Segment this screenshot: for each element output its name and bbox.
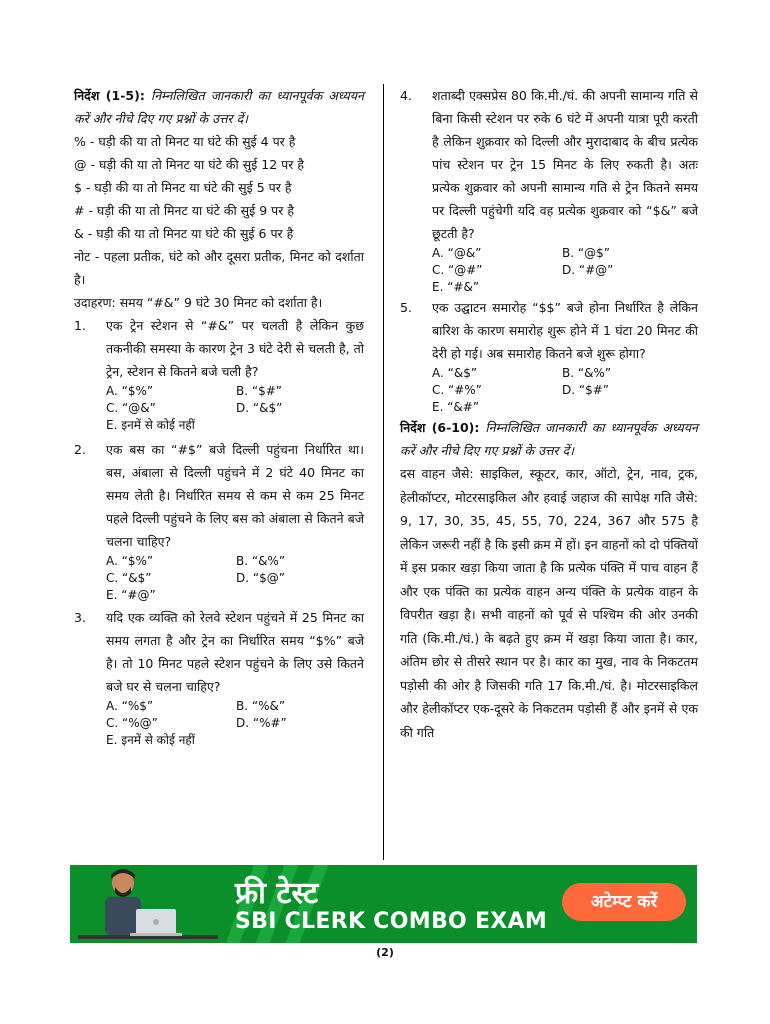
option-c: C. “&$” [106,571,152,585]
option-d: D. “$@” [236,571,285,585]
direction-label: निर्देश (6-10): [400,420,480,435]
puzzle-paragraph: दस वाहन जैसे: साइकिल, स्कूटर, कार, ऑटो, ट्रेन, नाव, ट्रक, हेलीकॉप्टर, मोटरसाइकिल और हवाई जहाज की सापेक्ष गति जैसे: 9, 17, 30, 35, 45, 55, 70, 224, 367 और 575 है लेकिन जरूरी नहीं है कि इसी क्रम में हों। इन वाहनों को दो पंक्तियों में इस प्रकार खड़ा किया जाता है कि प्रत्येक पंक्ति में पाच वाहन हैं और एक पंक्ति का प्रत्येक वाहन अन्य पंक्ति के प्रत्येक वाहन के विपरीत खड़ा है। सभी वाहनों को पूर्व से पश्चिम की ओर उनकी गति (कि.मी./घं.) के बढ़ते हुए क्रम में खड़ा किया जाता है। कार, अंतिम छोर से तीसरे स्थान पर है। कार का मुख, नाव के निकटतम पड़ोसी की ओर है जिसकी गति 17 कि.मी./घं. है। मोटरसाइकिल और हेलीकॉप्टर एक-दूसरे के निकटतम पड़ोसी हैं और इनमें से एक की गति [400,466,698,740]
banner-subtitle: SBI CLERK COMBO EXAM [235,909,548,934]
left-column [74,84,364,749]
banner-title: फ्री टेस्ट [235,876,319,911]
direction-6-10 [400,416,698,462]
question-number: 1. [74,318,86,333]
option-a: A. “$%” [106,384,154,398]
option-c: C. “@#” [432,263,483,277]
option-d: D. “$#” [562,383,609,397]
options [106,553,364,587]
person-laptop-illustration [78,869,218,943]
question-number: 5. [400,300,412,315]
symbol-definitions [74,130,364,314]
option-a: A. “@&” [432,246,482,260]
option-e: E. इनमें से कोई नहीं [106,418,195,432]
question-1 [74,314,364,434]
example-line: उदाहरण: समय “#&” 9 घंटे 30 मिनट को दर्शाता है। [74,295,323,310]
option-c: C. “@&” [106,401,156,415]
definition-line: @ - घड़ी की या तो मिनट या घंटे की सुई 12 पर है [74,157,304,172]
direction-text: निम्नलिखित जानकारी का ध्यानपूर्वक अध्ययन करें और नीचे दिए गए प्रश्नों के उत्तर दें। [400,420,698,458]
option-b: B. “&%” [562,366,612,380]
definition-line: % - घड़ी की या तो मिनट या घंटे की सुई 4 पर है [74,134,296,149]
options [432,245,698,279]
direction-text: निम्नलिखित जानकारी का ध्यानपूर्वक अध्ययन करें और नीचे दिए गए प्रश्नों के उत्तर दें। [74,88,364,126]
note-line: नोट - पहला प्रतीक, घंटे को और दूसरा प्रतीक, मिनट को दर्शाता है। [74,249,364,287]
question-4 [400,84,698,296]
question-text: एक उद्घाटन समारोह “$$” बजे होना निर्धारित है लेकिन बारिश के कारण समारोह शुरू होने में 1 घंटा 20 मिनट की देरी हो गई। अब समारोह कितने बजे शुरू होगा? [432,300,698,361]
option-d: D. “#@” [562,263,614,277]
option-b: B. “$#” [236,384,282,398]
option-e: E. “#&” [432,280,480,294]
column-divider [383,84,384,860]
option-e: E. “#@” [106,588,156,602]
option-b: B. “@$” [562,246,610,260]
option-c: C. “%@” [106,716,158,730]
option-e: E. इनमें से कोई नहीं [106,733,195,747]
option-e: E. “&#” [432,400,480,414]
question-number: 4. [400,88,412,103]
question-2 [74,438,364,604]
direction-1-5 [74,84,364,130]
attempt-button[interactable]: अटेम्प्ट करें [562,883,686,921]
question-number: 3. [74,610,86,625]
promo-banner[interactable] [70,865,697,943]
options [106,698,364,732]
option-b: B. “&%” [236,554,286,568]
option-b: B. “%&” [236,699,286,713]
definition-line: & - घड़ी की या तो मिनट या घंटे की सुई 6 पर है [74,226,294,241]
options [106,383,364,417]
right-column [400,84,698,744]
definition-line: # - घड़ी की या तो मिनट या घंटे की सुई 9 पर है [74,203,294,218]
options [432,365,698,399]
option-a: A. “%$” [106,699,154,713]
option-d: D. “&$” [236,401,283,415]
direction-label: निर्देश (1-5): [74,88,145,103]
definition-line: $ - घड़ी की या तो मिनट या घंटे की सुई 5 पर है [74,180,292,195]
option-a: A. “$%” [106,554,154,568]
question-text: यदि एक व्यक्ति को रेलवे स्टेशन पहुंचने में 25 मिनट का समय लगता है और ट्रेन का निर्धारित समय “$%” बजे है। तो 10 मिनट पहले स्टेशन पहुंचने के लिए उसे कितने बजे घर से चलना चाहिए? [106,610,364,694]
question-number: 2. [74,442,86,457]
question-5 [400,296,698,416]
option-a: A. “&$” [432,366,478,380]
option-d: D. “%#” [236,716,287,730]
question-text: शताब्दी एक्सप्रेस 80 कि.मी./घं. की अपनी सामान्य गति से बिना किसी स्टेशन पर रुके 6 घंटे में अपनी यात्रा पूरी करती है लेकिन शुक्रवार को दिल्ली और मुरादाबाद के बीच प्रत्येक पांच स्टेशन पर ट्रेन 15 मिनट के लिए रुकती है। अतः प्रत्येक शुक्रवार को अपनी सामान्य गति से ट्रेन कितने समय पर दिल्ली पहुंचेगी यदि वह प्रत्येक शुक्रवार को “$&” बजे छूटती है? [432,88,698,241]
question-3 [74,606,364,749]
question-text: एक बस का “#$” बजे दिल्ली पहुंचना निर्धारित था। बस, अंबाला से दिल्ली पहुंचने में 2 घंटे 40 मिनट का समय लेती है। निर्धारित समय से कम से कम 25 मिनट पहले दिल्ली पहुंचने के लिए बस को अंबाला से कितने बजे चलना चाहिए? [106,442,364,549]
question-text: एक ट्रेन स्टेशन से “#&” पर चलती है लेकिन कुछ तकनीकी समस्या के कारण ट्रेन 3 घंटे देरी से चलती है, तो ट्रेन, स्टेशन से कितने बजे चली है? [106,318,364,379]
option-c: C. “#%” [432,383,482,397]
page-number: (2) [376,946,394,959]
